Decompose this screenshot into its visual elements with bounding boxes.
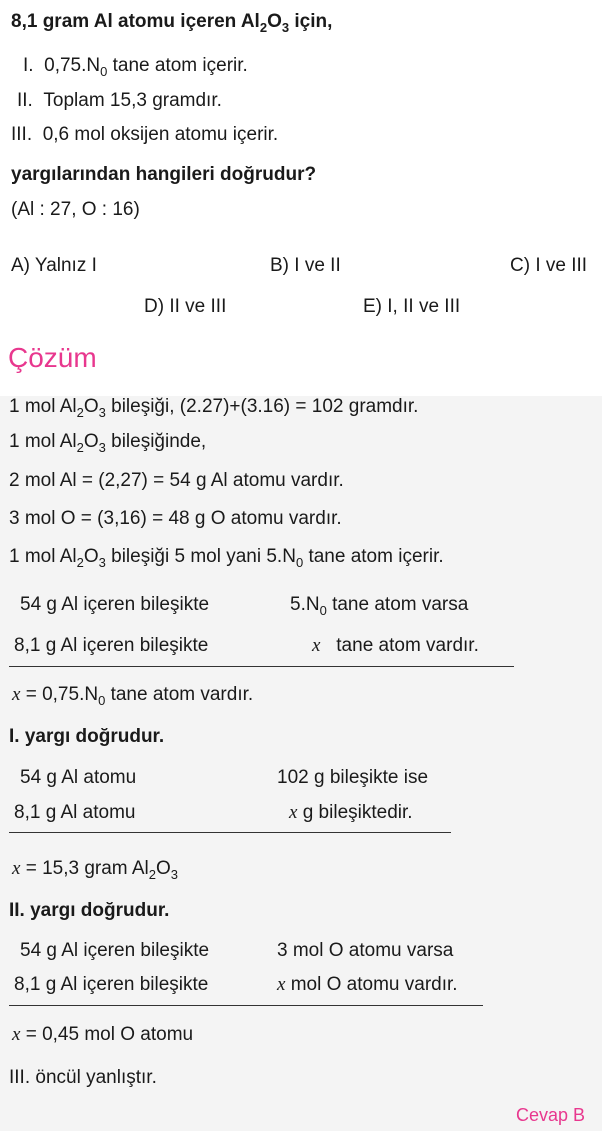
p1-verdict: I. yargı doğrudur. xyxy=(9,726,165,747)
p3-row2-right: x mol O atomu vardır. xyxy=(277,974,458,995)
p1-divider xyxy=(9,666,514,667)
p2-result: x = 15,3 gram $Al_2O_3$ xyxy=(12,858,179,882)
question-prompt: yargılarından hangileri doğrudur? xyxy=(11,164,317,185)
statement-1: I. $0,75.N_0$ tane atom içerir. xyxy=(23,55,248,79)
option-e[interactable]: E) I, II ve III xyxy=(363,296,461,317)
p3-verdict: III. öncül yanlıştır. xyxy=(9,1067,157,1088)
p3-divider xyxy=(9,1005,483,1006)
solution-line-5: 1 mol $Al_2O_3$ bileşiği 5 mol yani $5.N_0$ tane atom içerir. xyxy=(9,546,444,570)
p2-row1-right: 102 g bileşikte ise xyxy=(277,767,429,788)
solution-line-4: 3 mol O = (3,16) = 48 g O atomu vardır. xyxy=(9,508,342,529)
question-stem: 8,1 gram Al atomu içeren $Al_2O_3$ için, xyxy=(11,11,333,35)
solution-title: Çözüm xyxy=(8,342,97,373)
p1-row2-left: 8,1 g Al içeren bileşikte xyxy=(14,635,209,656)
option-d[interactable]: D) II ve III xyxy=(144,296,227,317)
option-b[interactable]: B) I ve II xyxy=(270,255,341,276)
p2-row1-left: 54 g Al atomu xyxy=(20,767,137,788)
statement-2: II. Toplam 15,3 gramdır. xyxy=(17,90,222,111)
p1-result: $x = 0,75.N_0$ tane atom vardır. xyxy=(12,684,254,708)
p1-row2-right: x tane atom vardır. xyxy=(312,635,479,656)
p3-row1-right: 3 mol O atomu varsa xyxy=(277,940,454,961)
statement-3: III. 0,6 mol oksijen atomu içerir. xyxy=(11,124,279,145)
option-a[interactable]: A) Yalnız I xyxy=(11,255,97,276)
atomic-masses: (Al : 27, O : 16) xyxy=(11,199,140,220)
p2-divider xyxy=(9,832,451,833)
p3-row2-left: 8,1 g Al içeren bileşikte xyxy=(14,974,209,995)
p1-row1-left: 54 g Al içeren bileşikte xyxy=(20,594,210,615)
solution-line-3: 2 mol Al = (2,27) = 54 g Al atomu vardır. xyxy=(9,470,344,491)
p3-result: x = 0,45 mol O atomu xyxy=(12,1024,194,1045)
answer-label: Cevap B xyxy=(516,1105,586,1125)
p3-row1-left: 54 g Al içeren bileşikte xyxy=(20,940,210,961)
solution-panel xyxy=(0,396,602,1131)
solution-line-1: 1 mol $Al_2O_3$ bileşiği, (2.27)+(3.16) = 102 gramdır. xyxy=(9,396,419,420)
solution-line-2: 1 mol $Al_2O_3$ bileşiğinde, xyxy=(9,431,207,455)
p2-verdict: II. yargı doğrudur. xyxy=(9,900,170,921)
p1-row1-right: $5.N_0$ tane atom varsa xyxy=(290,594,469,618)
p2-row2-left: 8,1 g Al atomu xyxy=(14,802,136,823)
option-c[interactable]: C) I ve III xyxy=(510,255,588,276)
p2-row2-right: x g bileşiktedir. xyxy=(289,802,413,823)
